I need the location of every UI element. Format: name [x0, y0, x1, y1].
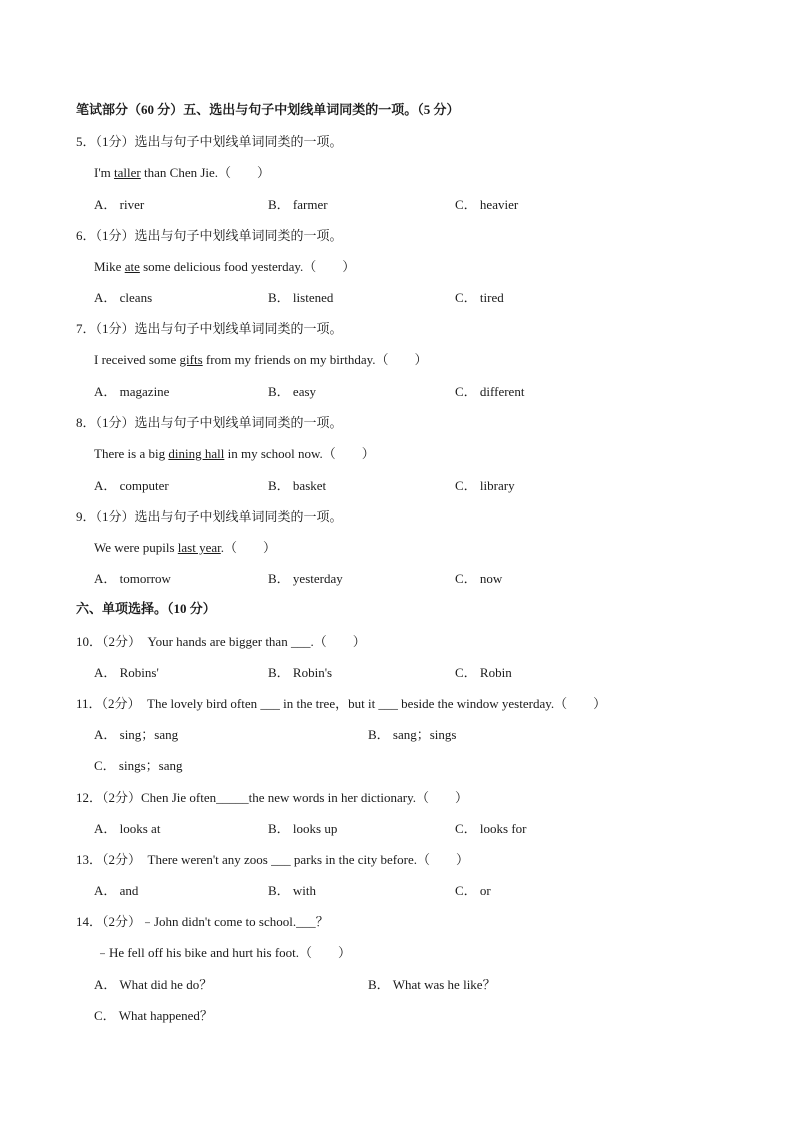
option-text: magazine	[119, 384, 170, 399]
question-10-prompt: 10．（2分） Your hands are bigger than ___.（ ）	[76, 634, 366, 649]
option-text: looks for	[479, 821, 527, 836]
option-b[interactable]	[268, 665, 332, 681]
option-b[interactable]	[268, 478, 326, 494]
option-b[interactable]	[268, 197, 328, 213]
option-label: A．	[94, 727, 117, 742]
option-label: B．	[268, 290, 290, 305]
option-label: A．	[94, 883, 117, 898]
question-8-prompt: 8．（1分）选出与句子中划线单词同类的一项。	[76, 415, 343, 430]
option-a[interactable]	[94, 384, 169, 400]
option-text: Robins'	[119, 665, 159, 680]
option-a[interactable]	[94, 883, 138, 899]
sentence-text: .（ ）	[220, 540, 277, 555]
underlined-word: gifts	[179, 352, 203, 367]
option-text: computer	[119, 478, 169, 493]
option-c[interactable]	[455, 883, 491, 899]
option-label: A．	[94, 478, 117, 493]
option-c[interactable]	[455, 384, 524, 400]
option-a[interactable]	[94, 478, 169, 494]
question-9-sentence	[94, 540, 276, 556]
question-6-prompt: 6．（1分）选出与句子中划线单词同类的一项。	[76, 228, 343, 243]
option-text: Robin's	[292, 665, 333, 680]
option-c[interactable]	[455, 478, 515, 494]
sentence-text: from my friends on my birthday.（ ）	[202, 352, 428, 367]
option-b[interactable]	[368, 977, 496, 993]
option-text: different	[479, 384, 525, 399]
option-b[interactable]	[268, 290, 333, 306]
option-label: B．	[368, 977, 390, 992]
question-8-sentence	[94, 446, 375, 462]
option-c[interactable]	[94, 758, 182, 774]
option-label: B．	[268, 821, 290, 836]
sentence-text: I'm	[94, 165, 115, 180]
option-a[interactable]	[94, 977, 212, 993]
sentence-text: than Chen Jie.（ ）	[140, 165, 271, 180]
question-11-prompt: 11．（2分） The lovely bird often ___ in the tree，but it ___ beside the window yesterday.（ ）	[76, 696, 607, 711]
underlined-word: taller	[114, 165, 141, 180]
question-9-prompt: 9．（1分）选出与句子中划线单词同类的一项。	[76, 509, 343, 524]
option-label: A．	[94, 977, 117, 992]
question-14-reply: ﹣He fell off his bike and hurt his foot.（ ）	[96, 945, 352, 960]
option-text: tired	[479, 290, 504, 305]
option-a[interactable]	[94, 665, 159, 681]
option-text: Robin	[479, 665, 512, 680]
option-text: basket	[292, 478, 327, 493]
option-label: B．	[268, 384, 290, 399]
option-c[interactable]	[455, 197, 518, 213]
option-text: sings；sang	[118, 758, 183, 773]
option-text: and	[119, 883, 139, 898]
option-text: farmer	[292, 197, 328, 212]
option-text: library	[479, 478, 515, 493]
option-text: cleans	[119, 290, 153, 305]
option-text: sang；sings	[392, 727, 457, 742]
option-label: B．	[268, 571, 290, 586]
question-7-sentence	[94, 352, 428, 368]
option-b[interactable]	[268, 883, 316, 899]
option-text: listened	[292, 290, 334, 305]
option-c[interactable]	[94, 1008, 213, 1024]
option-label: A．	[94, 197, 117, 212]
sentence-text: Mike	[94, 259, 125, 274]
option-c[interactable]	[455, 821, 527, 837]
option-label: C．	[94, 758, 116, 773]
question-6-sentence	[94, 259, 355, 275]
option-c[interactable]	[455, 665, 512, 681]
option-label: A．	[94, 290, 117, 305]
question-5-sentence	[94, 165, 270, 181]
option-text: or	[479, 883, 491, 898]
option-text: looks up	[292, 821, 338, 836]
section-6-heading: 六、单项选择。（10 分）	[76, 601, 216, 616]
option-a[interactable]	[94, 290, 152, 306]
sentence-text: We were pupils	[94, 540, 178, 555]
option-b[interactable]	[368, 727, 456, 743]
option-label: A．	[94, 665, 117, 680]
option-text: river	[119, 197, 145, 212]
option-text: yesterday	[292, 571, 343, 586]
option-label: C．	[455, 571, 477, 586]
question-12-prompt: 12．（2分）Chen Jie often_____the new words in her dictionary.（ ）	[76, 790, 468, 805]
option-label: A．	[94, 821, 117, 836]
option-label: C．	[455, 821, 477, 836]
option-label: C．	[455, 290, 477, 305]
option-b[interactable]	[268, 821, 337, 837]
option-text: sing；sang	[119, 727, 179, 742]
option-text: tomorrow	[119, 571, 171, 586]
option-text: with	[292, 883, 317, 898]
option-b[interactable]	[268, 571, 343, 587]
option-label: B．	[268, 478, 290, 493]
sentence-text: I received some	[94, 352, 180, 367]
sentence-text: There is a big	[94, 446, 169, 461]
option-b[interactable]	[268, 384, 316, 400]
option-text: What was he like？	[392, 977, 496, 992]
section-5-heading: 笔试部分（60 分）五、选出与句子中划线单词同类的一项。（5 分）	[76, 102, 460, 117]
option-label: C．	[94, 1008, 116, 1023]
option-a[interactable]	[94, 727, 178, 743]
option-text: easy	[292, 384, 317, 399]
option-text: now	[479, 571, 503, 586]
question-7-prompt: 7．（1分）选出与句子中划线单词同类的一项。	[76, 321, 343, 336]
option-c[interactable]	[455, 571, 502, 587]
underlined-word: dining hall	[168, 446, 225, 461]
underlined-word: ate	[124, 259, 140, 274]
option-c[interactable]	[455, 290, 504, 306]
option-label: C．	[455, 478, 477, 493]
question-13-prompt: 13．（2分） There weren't any zoos ___ parks in the city before.（ ）	[76, 852, 469, 867]
option-text: heavier	[479, 197, 519, 212]
option-label: B．	[368, 727, 390, 742]
option-label: A．	[94, 384, 117, 399]
option-label: A．	[94, 571, 117, 586]
option-label: C．	[455, 197, 477, 212]
option-a[interactable]	[94, 821, 160, 837]
underlined-word: last year	[177, 540, 221, 555]
sentence-text: in my school now.（ ）	[224, 446, 375, 461]
option-a[interactable]	[94, 197, 144, 213]
question-5-prompt: 5．（1分）选出与句子中划线单词同类的一项。	[76, 134, 343, 149]
option-label: C．	[455, 883, 477, 898]
option-label: B．	[268, 883, 290, 898]
option-a[interactable]	[94, 571, 171, 587]
option-text: What did he do？	[119, 977, 213, 992]
option-label: B．	[268, 665, 290, 680]
sentence-text: some delicious food yesterday.（ ）	[139, 259, 356, 274]
option-text: What happened？	[118, 1008, 213, 1023]
option-text: looks at	[119, 821, 161, 836]
question-14-prompt: 14．（2分）﹣John didn't come to school.___？	[76, 914, 329, 929]
option-label: B．	[268, 197, 290, 212]
option-label: C．	[455, 384, 477, 399]
option-label: C．	[455, 665, 477, 680]
